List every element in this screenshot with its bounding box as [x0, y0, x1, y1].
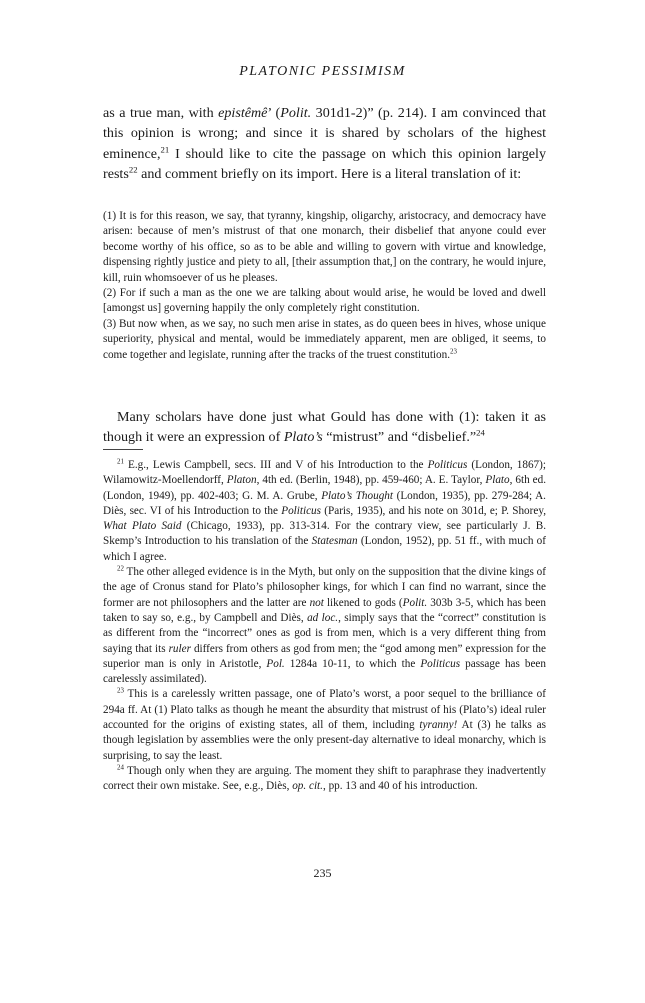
paragraph-1: as a true man, with epistêmê’ (Polit. 301d1-2)” (p. 214). I am convinced that this opinion is wrong; and since it is shared by scholars of the highest eminence,$^{21}$ I should like to cite the passage on which this opinion largely rests$^{22}$ and comment briefly on its import. Here is a literal translation of it:	[103, 105, 546, 182]
quote-part-3: (3) But now when, as we say, no such men arise in states, as do queen bees in hives, whose unique superiority, physical and mental, would be immediately apparent, men are obliged, it seems, to come together and legislate, running after the tracks of the truest constitution.$^{23}$	[103, 317, 546, 361]
footnote-24: $^{24}$ Though only when they are arguing. The moment they shift to paraphrase they inadvertently correct their own mistake. See, e.g., Diès, op. cit., pp. 13 and 40 of his introduction.	[103, 763, 546, 793]
footnote-23: $^{23}$ This is a carelessly written passage, one of Plato’s worst, a poor sequel to the brilliance of 294a ff. At (1) Plato talks as though he meant the absurdity that mistrust of his (Plato’s) ideal ruler accounted for the origins of existing states, all of them, including tyranny! At (3) he talks as though legislation by assemblies were the only present-day alternative to ideal monarchy, which is surprising, to say the least.	[103, 686, 546, 762]
main-paragraph	[103, 103, 546, 184]
page-number: 235	[313, 866, 332, 880]
footnotes	[103, 458, 546, 795]
footnote-ref-23: 23	[450, 346, 457, 355]
paragraph-2: Many scholars have done just what Gould has done with (1): taken it as though it were an expression of Plato’s “mistrust” and “disbelief.”$^{24}$	[103, 409, 546, 446]
footnote-divider	[103, 449, 143, 450]
running-head: PLATONIC PESSIMISM	[239, 64, 406, 79]
footnote-22: $^{22}$ The other alleged evidence is in the Myth, but only on the supposition that the divine kings of the age of Cronus stand for Plato’s philosopher kings, for which I can find no warrant, since the former are not philosophers and the latter are not likened to gods (Polit. 303b 3-5, which has been taken to say so, e.g., by Campbell and Diès, ad loc., simply says that the “correct” constitution is as different from the “incorrect” ones as god is from men, which is a very different thing from saying that its ruler differs from others as god from men; the “god among men” expression for the superior man is only in Aristotle, Pol. 1284a 10-11, to which the Politicus passage has been carelessly assimilated).	[103, 564, 546, 686]
quote-part-2: (2) For if such a man as the one we are talking about would arise, he would be loved and dwell [amongst us] governing happily the only completely right constitution.	[103, 287, 546, 315]
footnote-21: $^{21}$ E.g., Lewis Campbell, secs. III and V of his Introduction to the Politicus (London, 1867); Wilamowitz-Moellendorff, Platon, 4th ed. (Berlin, 1948), pp. 459-460; A. E. Taylor, Plato, 6th ed. (London, 1949), pp. 402-403; G. M. A. Grube, Plato’s Thought (London, 1935), pp. 279-284; A. Diès, sec. VI of his Introduction to the Politicus (Paris, 1935), and his note on 301d, e; P. Shorey, What Plato Said (Chicago, 1933), pp. 313-314. For the contrary view, see particularly J. B. Skemp’s Introduction to his translation of the Statesman (London, 1952), pp. 51 ff., with much of which I agree.	[103, 457, 546, 563]
footnote-ref-22: 22	[128, 164, 138, 175]
footnote-ref-24: 24	[476, 427, 485, 438]
footnote-ref-21: 21	[160, 143, 170, 154]
quote-part-1: (1) It is for this reason, we say, that tyranny, kingship, oligarchy, aristocracy, and democracy have arisen: because of men’s mistrust of that one monarch, their disbelief that anyone could ever become worthy of his office, so as to be able and willing to govern with virtue and knowledge, dispensing rightly justice and piety to all, [their assumption that,] on the contrary, he would injure, kill, ruin whomsoever of us he pleases.	[103, 210, 546, 284]
block-quote	[103, 209, 546, 363]
